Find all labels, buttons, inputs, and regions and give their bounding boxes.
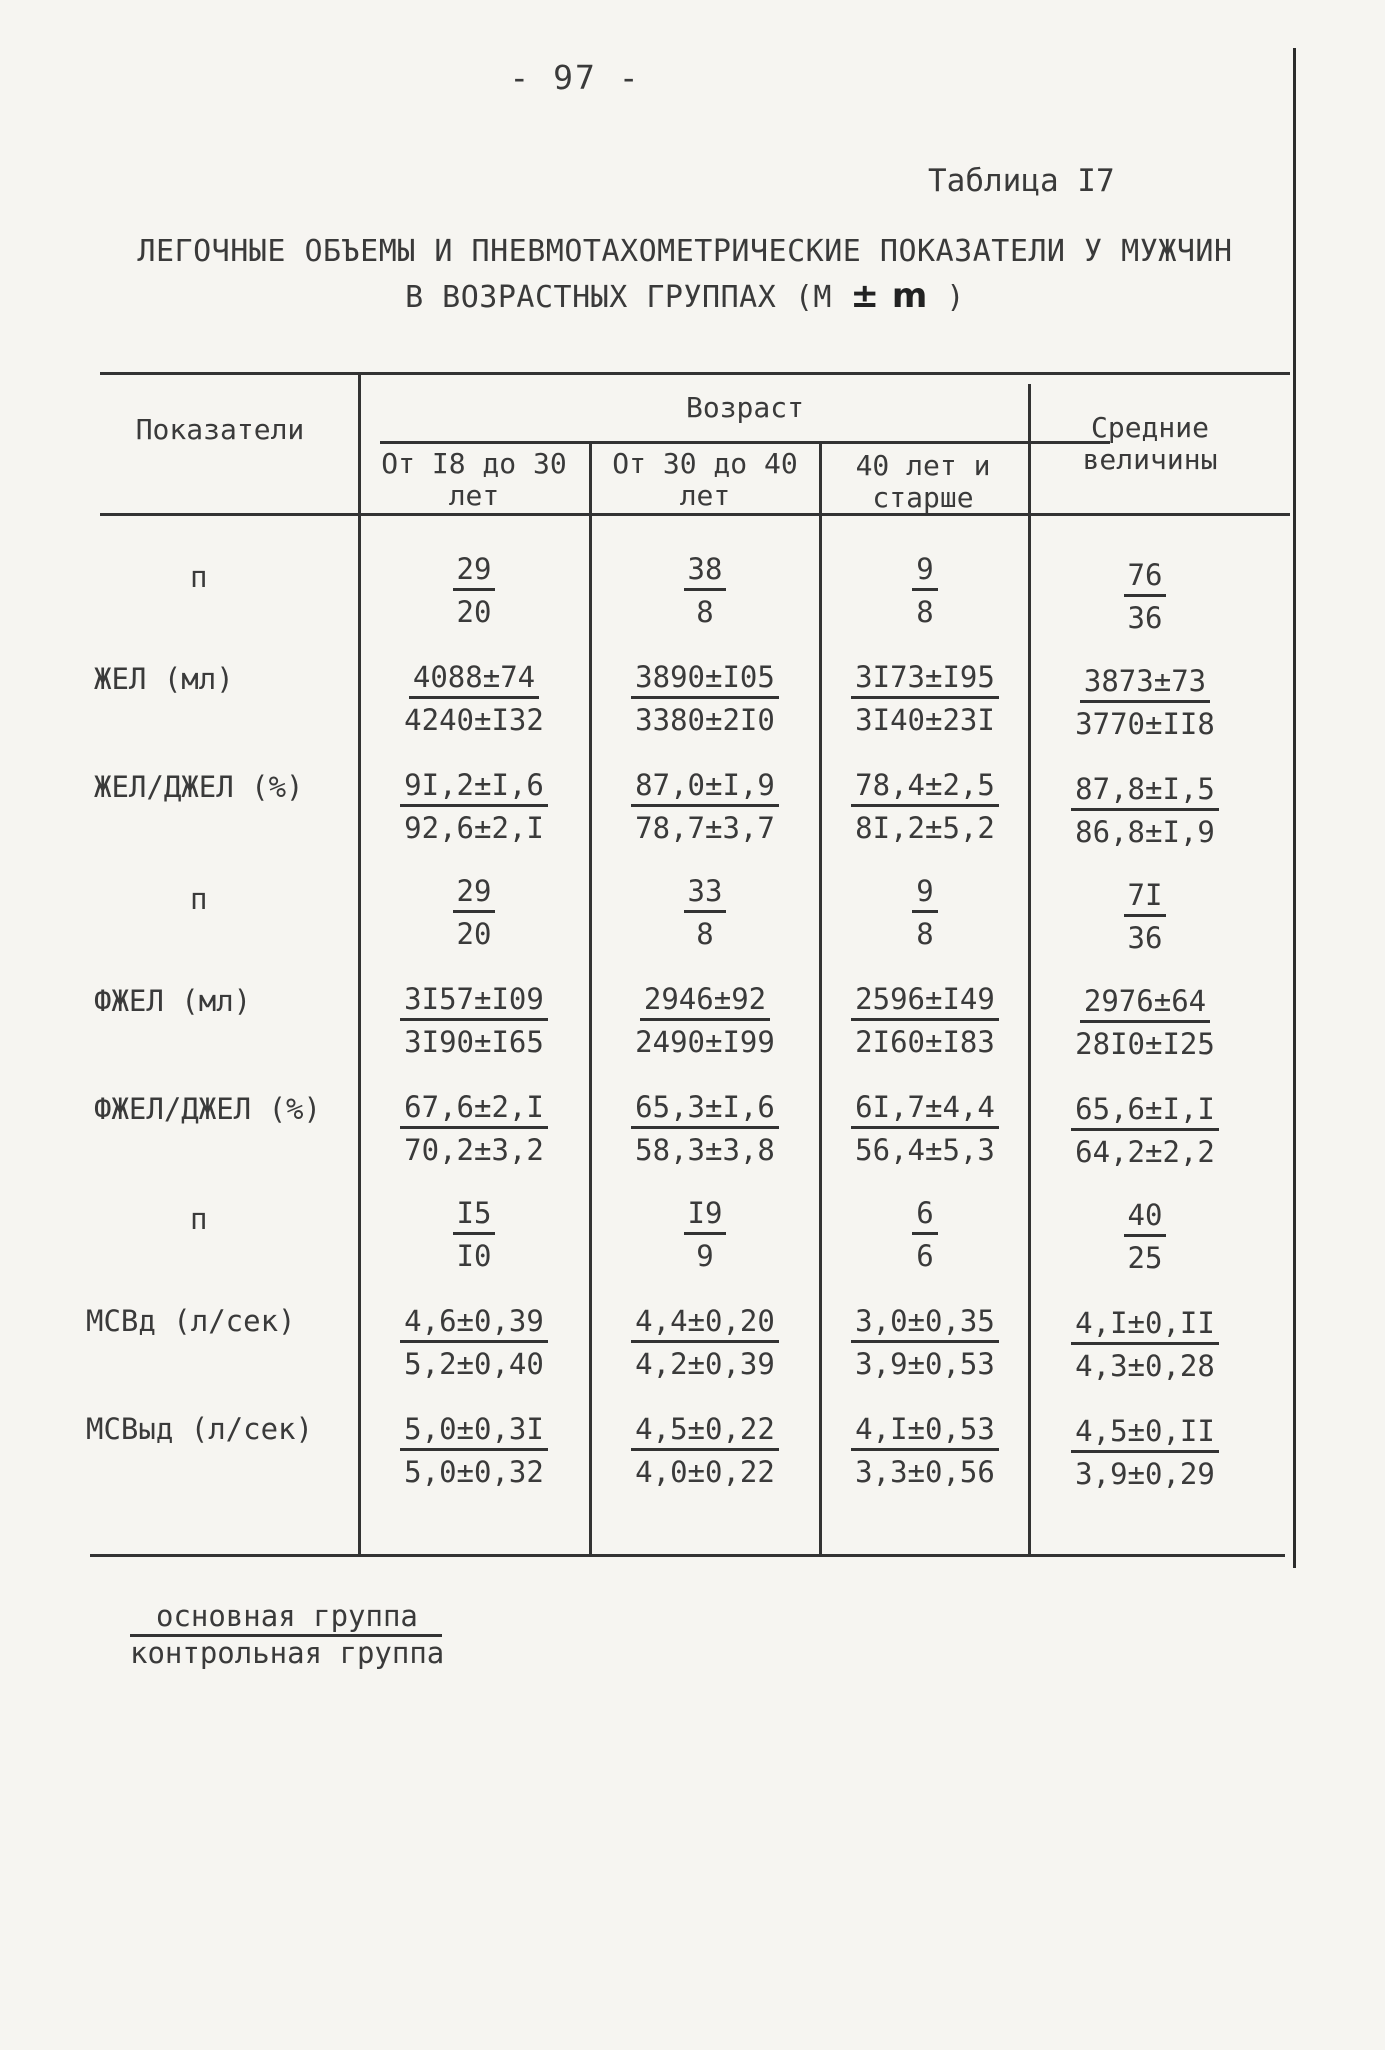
value-cell bbox=[590, 982, 820, 1059]
title-line-2-prefix: В ВОЗРАСТНЫХ ГРУППАХ (M bbox=[405, 280, 832, 315]
value-cell bbox=[358, 874, 590, 951]
value-cell bbox=[358, 982, 590, 1059]
value-cell bbox=[590, 552, 820, 629]
control-group-value: 20 bbox=[456, 917, 492, 951]
main-group-value: 78,4±2,5 bbox=[851, 768, 999, 807]
main-group-value: 2946±92 bbox=[640, 982, 770, 1021]
main-group-value: 38 bbox=[684, 552, 727, 591]
main-group-value: 29 bbox=[453, 874, 496, 913]
value-cell bbox=[590, 874, 820, 951]
page-right-edge bbox=[1293, 48, 1296, 1568]
main-group-value: 5,0±0,3I bbox=[400, 1412, 548, 1451]
control-group-value: 86,8±I,9 bbox=[1075, 815, 1215, 849]
main-group-value: 3I73±I95 bbox=[851, 660, 999, 699]
control-group-value: 3I90±I65 bbox=[404, 1025, 544, 1059]
main-group-value: 87,8±I,5 bbox=[1071, 772, 1219, 811]
value-cell bbox=[1030, 984, 1260, 1061]
control-group-value: 36 bbox=[1127, 601, 1163, 635]
value-cell bbox=[1030, 1306, 1260, 1383]
row-label: МСВыд (л/сек) bbox=[86, 1412, 313, 1446]
control-group-value: 78,7±3,7 bbox=[635, 811, 775, 845]
mean-error-symbol: ± m bbox=[850, 276, 928, 316]
main-group-value: 87,0±I,9 bbox=[631, 768, 779, 807]
control-group-value: 2490±I99 bbox=[635, 1025, 775, 1059]
header-col-mean: Средние величины bbox=[1082, 411, 1218, 476]
row-label: МСВд (л/сек) bbox=[86, 1304, 296, 1338]
main-group-value: 29 bbox=[453, 552, 496, 591]
control-group-value: 58,3±3,8 bbox=[635, 1133, 775, 1167]
control-group-value: 3770±II8 bbox=[1075, 707, 1215, 741]
main-group-value: 7I bbox=[1124, 878, 1167, 917]
control-group-value: 5,2±0,40 bbox=[404, 1347, 544, 1381]
header-col-30-40: От 30 до 40 лет bbox=[612, 447, 798, 512]
main-group-value: 65,3±I,6 bbox=[631, 1090, 779, 1129]
control-group-value: 28I0±I25 bbox=[1075, 1027, 1215, 1061]
main-group-value: 4,6±0,39 bbox=[400, 1304, 548, 1343]
value-cell bbox=[590, 1412, 820, 1489]
value-cell bbox=[1030, 1092, 1260, 1169]
value-cell bbox=[820, 982, 1030, 1059]
control-group-value: 25 bbox=[1127, 1241, 1163, 1275]
main-group-value: 40 bbox=[1124, 1198, 1167, 1237]
value-cell bbox=[358, 1196, 590, 1273]
value-cell bbox=[1030, 772, 1260, 849]
row-label: ЖЕЛ/ДЖЕЛ (%) bbox=[94, 770, 304, 804]
row-label: п bbox=[190, 882, 208, 916]
main-group-value: 4,5±0,22 bbox=[631, 1412, 779, 1451]
table-top-rule bbox=[100, 372, 1290, 375]
control-group-value: 8 bbox=[916, 595, 934, 629]
control-group-value: 36 bbox=[1127, 921, 1163, 955]
value-cell bbox=[358, 768, 590, 845]
main-group-value: 9 bbox=[912, 552, 937, 591]
control-group-value: 8 bbox=[916, 917, 934, 951]
control-group-value: I0 bbox=[456, 1239, 492, 1273]
legend-main-group: основная группа bbox=[130, 1600, 442, 1637]
value-cell bbox=[820, 874, 1030, 951]
row-label: п bbox=[190, 560, 208, 594]
main-group-value: 67,6±2,I bbox=[400, 1090, 548, 1129]
main-group-value: 6 bbox=[912, 1196, 937, 1235]
main-group-value: 9 bbox=[912, 874, 937, 913]
main-group-value: 4,5±0,II bbox=[1071, 1414, 1219, 1453]
main-group-value: 4,I±0,II bbox=[1071, 1306, 1219, 1345]
page-number: - 97 - bbox=[509, 58, 641, 97]
main-group-value: 33 bbox=[684, 874, 727, 913]
control-group-value: 4240±I32 bbox=[404, 703, 544, 737]
table-label: Таблица I7 bbox=[928, 163, 1115, 199]
value-cell bbox=[358, 1412, 590, 1489]
main-group-value: 3,0±0,35 bbox=[851, 1304, 999, 1343]
control-group-value: 3380±2I0 bbox=[635, 703, 775, 737]
value-cell bbox=[358, 1304, 590, 1381]
header-col-40-plus: 40 лет и старше bbox=[855, 449, 991, 514]
table-title bbox=[110, 230, 1260, 320]
row-label: ФЖЕЛ/ДЖЕЛ (%) bbox=[94, 1092, 321, 1126]
value-cell bbox=[820, 1196, 1030, 1273]
value-cell bbox=[820, 552, 1030, 629]
main-group-value: 4088±74 bbox=[409, 660, 539, 699]
main-group-value: 9I,2±I,6 bbox=[400, 768, 548, 807]
main-group-value: 3I57±I09 bbox=[400, 982, 548, 1021]
value-cell bbox=[1030, 1414, 1260, 1491]
control-group-value: 3I40±23I bbox=[855, 703, 995, 737]
control-group-value: 2I60±I83 bbox=[855, 1025, 995, 1059]
value-cell bbox=[358, 660, 590, 737]
header-age: Возраст bbox=[685, 391, 804, 424]
value-cell bbox=[358, 1090, 590, 1167]
main-group-value: 6I,7±4,4 bbox=[851, 1090, 999, 1129]
value-cell bbox=[820, 1412, 1030, 1489]
header-col-18-30: От I8 до 30 лет bbox=[381, 447, 567, 512]
value-cell bbox=[590, 768, 820, 845]
value-cell bbox=[358, 552, 590, 629]
main-group-value: I5 bbox=[453, 1196, 496, 1235]
control-group-value: 20 bbox=[456, 595, 492, 629]
control-group-value: 92,6±2,I bbox=[404, 811, 544, 845]
control-group-value: 8 bbox=[696, 917, 714, 951]
value-cell bbox=[820, 660, 1030, 737]
title-line-2 bbox=[110, 274, 1260, 320]
control-group-value: 56,4±5,3 bbox=[855, 1133, 995, 1167]
control-group-value: 5,0±0,32 bbox=[404, 1455, 544, 1489]
value-cell bbox=[1030, 878, 1260, 955]
main-group-value: I9 bbox=[684, 1196, 727, 1235]
value-cell bbox=[590, 1196, 820, 1273]
value-cell bbox=[590, 660, 820, 737]
value-cell bbox=[1030, 664, 1260, 741]
main-group-value: 3873±73 bbox=[1080, 664, 1210, 703]
main-group-value: 2596±I49 bbox=[851, 982, 999, 1021]
value-cell bbox=[590, 1304, 820, 1381]
control-group-value: 8 bbox=[696, 595, 714, 629]
control-group-value: 64,2±2,2 bbox=[1075, 1135, 1215, 1169]
row-label: п bbox=[190, 1202, 208, 1236]
control-group-value: 6 bbox=[916, 1239, 934, 1273]
control-group-value: 70,2±3,2 bbox=[404, 1133, 544, 1167]
row-label: ФЖЕЛ (мл) bbox=[94, 984, 252, 1018]
control-group-value: 4,3±0,28 bbox=[1075, 1349, 1215, 1383]
header-bottom-rule bbox=[100, 513, 1290, 516]
title-line-2-suffix: ) bbox=[946, 280, 965, 315]
value-cell bbox=[1030, 558, 1260, 635]
control-group-value: 3,9±0,29 bbox=[1075, 1457, 1215, 1491]
header-indicators: Показатели bbox=[135, 413, 305, 446]
main-group-value: 76 bbox=[1124, 558, 1167, 597]
table-bottom-rule bbox=[90, 1554, 1285, 1557]
control-group-value: 9 bbox=[696, 1239, 714, 1273]
title-line-1: ЛЕГОЧНЫЕ ОБЪЕМЫ И ПНЕВМОТАХОМЕТРИЧЕСКИЕ ПОКАЗАТЕЛИ У МУЖЧИН bbox=[137, 234, 1233, 269]
main-group-value: 4,I±0,53 bbox=[851, 1412, 999, 1451]
control-group-value: 4,0±0,22 bbox=[635, 1455, 775, 1489]
row-label: ЖЕЛ (мл) bbox=[94, 662, 234, 696]
data-table bbox=[86, 372, 1290, 1560]
control-group-value: 8I,2±5,2 bbox=[855, 811, 995, 845]
control-group-value: 3,3±0,56 bbox=[855, 1455, 995, 1489]
control-group-value: 3,9±0,53 bbox=[855, 1347, 995, 1381]
value-cell bbox=[820, 1090, 1030, 1167]
main-group-value: 4,4±0,20 bbox=[631, 1304, 779, 1343]
legend-control-group: контрольная группа bbox=[130, 1636, 445, 1670]
legend bbox=[130, 1600, 444, 1669]
value-cell bbox=[1030, 1198, 1260, 1275]
control-group-value: 4,2±0,39 bbox=[635, 1347, 775, 1381]
value-cell bbox=[820, 768, 1030, 845]
value-cell bbox=[590, 1090, 820, 1167]
main-group-value: 65,6±I,I bbox=[1071, 1092, 1219, 1131]
main-group-value: 2976±64 bbox=[1080, 984, 1210, 1023]
main-group-value: 3890±I05 bbox=[631, 660, 779, 699]
age-header-rule bbox=[380, 441, 1110, 444]
value-cell bbox=[820, 1304, 1030, 1381]
